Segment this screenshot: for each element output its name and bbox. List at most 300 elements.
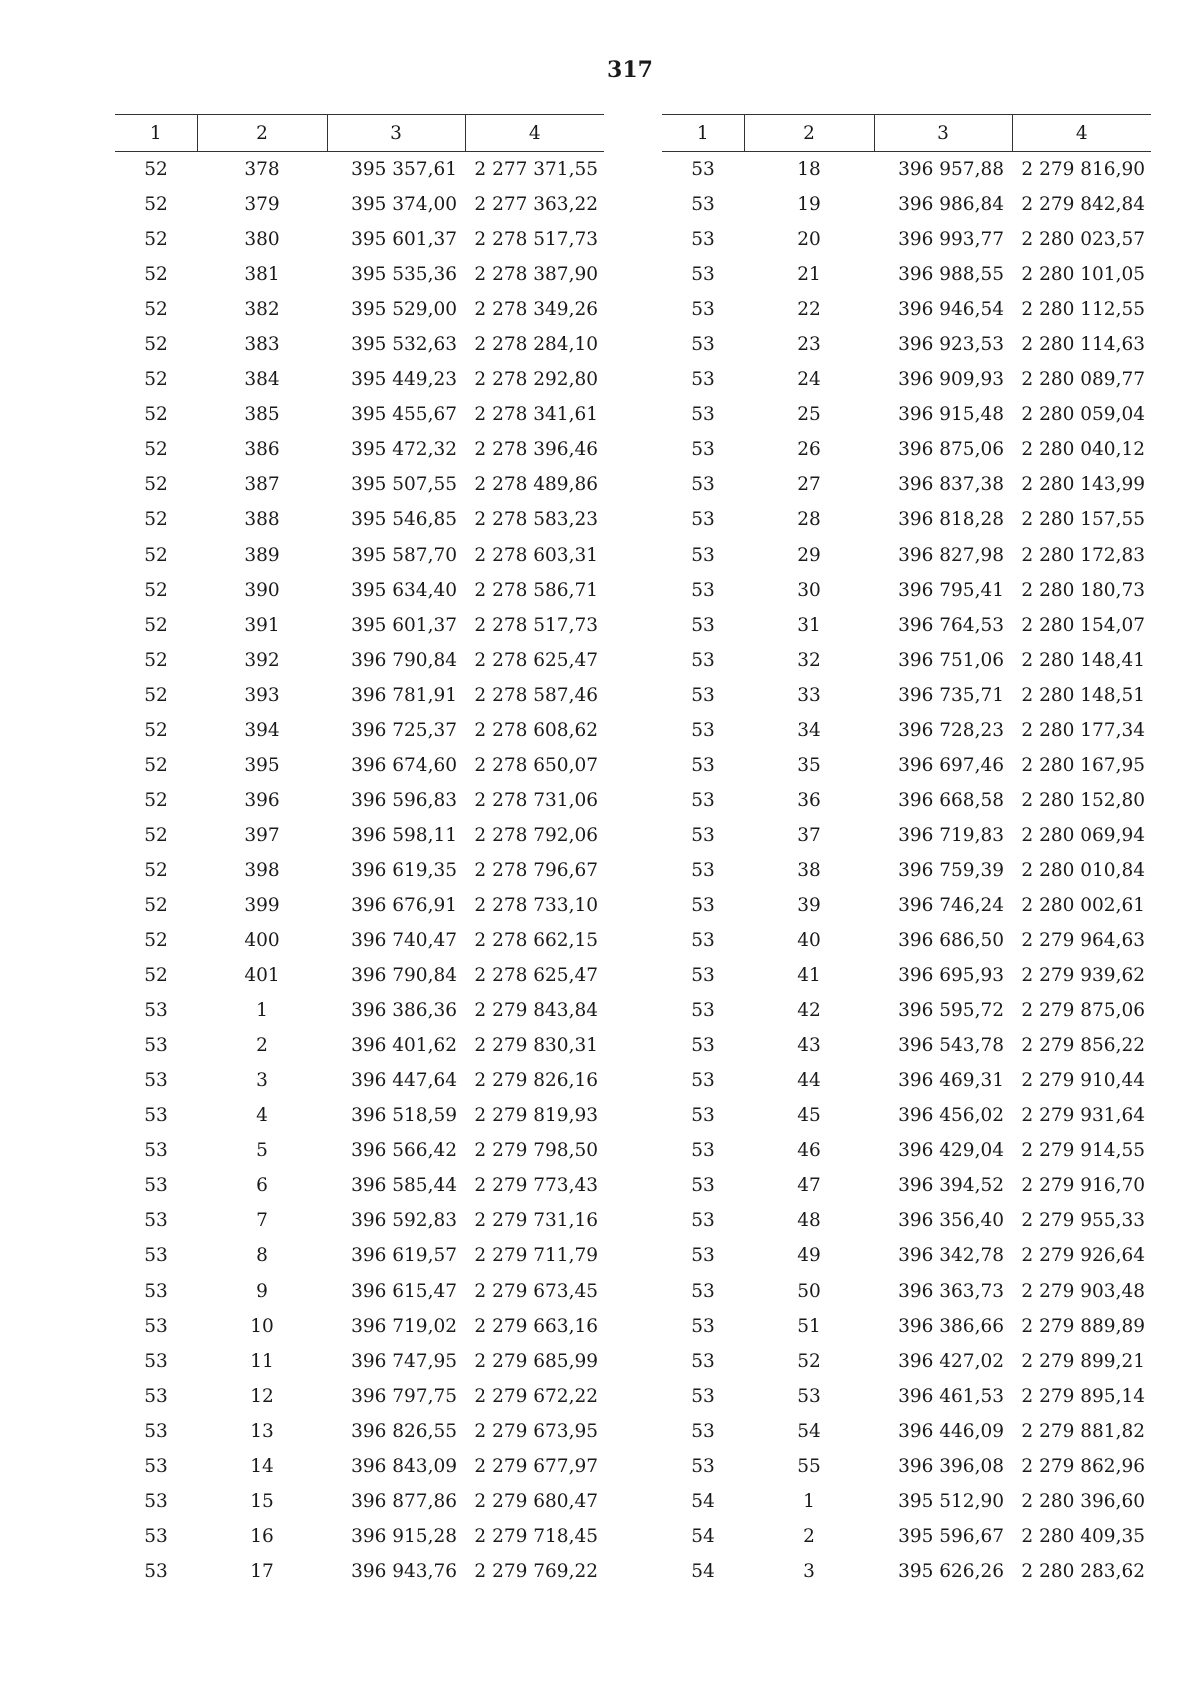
table-row	[662, 993, 1151, 1028]
table-cell-col-4: 2 277 363,22	[474, 194, 598, 216]
table-cell-col-2: 42	[797, 1000, 821, 1022]
table-cell-col-3: 396 566,42	[351, 1140, 457, 1162]
table-cell-col-4: 2 280 283,62	[1021, 1560, 1145, 1582]
table-cell-col-1: 53	[144, 1035, 168, 1057]
table-cell-col-4: 2 279 939,62	[1021, 965, 1145, 987]
table-cell-col-3: 396 596,83	[351, 789, 457, 811]
table-cell-col-2: 33	[797, 684, 821, 706]
table-cell-col-2: 397	[244, 824, 280, 846]
table-row	[662, 713, 1151, 748]
table-row	[115, 1133, 604, 1168]
table-cell-col-2: 46	[797, 1140, 821, 1162]
table-cell-col-1: 53	[691, 859, 715, 881]
table-cell-col-2: 380	[244, 229, 280, 251]
table-cell-col-3: 395 529,00	[351, 299, 457, 321]
table-cell-col-4: 2 279 769,22	[474, 1560, 598, 1582]
table-cell-col-1: 53	[144, 1420, 168, 1442]
table-cell-col-1: 52	[144, 404, 168, 426]
table-cell-col-2: 44	[797, 1070, 821, 1092]
table-cell-col-4: 2 278 603,31	[474, 544, 598, 566]
table-cell-col-1: 52	[144, 895, 168, 916]
table-cell-col-2: 21	[797, 264, 821, 286]
table-cell-col-1: 53	[691, 1210, 715, 1232]
table-row	[662, 397, 1151, 432]
table-cell-col-4: 2 280 180,73	[1021, 579, 1145, 601]
table-cell-col-1: 53	[691, 1070, 715, 1092]
table-cell-col-2: 1	[803, 1490, 815, 1512]
table-cell-col-1: 53	[691, 684, 715, 706]
table-cell-col-3: 396 394,52	[898, 1175, 1004, 1197]
table-row	[662, 923, 1151, 958]
table-cell-col-4: 2 278 349,26	[474, 299, 598, 321]
table-cell-col-3: 396 728,23	[898, 719, 1004, 741]
table-row	[115, 1063, 604, 1098]
table-cell-col-1: 52	[144, 859, 168, 881]
table-cell-col-3: 395 535,36	[351, 264, 457, 286]
table-cell-col-1: 52	[144, 754, 168, 776]
table-row	[115, 1344, 604, 1379]
table-cell-col-2: 17	[250, 1560, 274, 1582]
table-row	[115, 573, 604, 608]
table-cell-col-4: 2 279 914,55	[1021, 1140, 1145, 1162]
table-cell-col-4: 2 279 931,64	[1021, 1105, 1145, 1127]
table-cell-col-1: 53	[691, 299, 715, 321]
table-cell-col-3: 396 875,06	[898, 439, 1004, 461]
table-cell-col-1: 52	[144, 264, 168, 286]
table-row	[662, 1414, 1151, 1449]
table-row	[115, 502, 604, 537]
table-cell-col-2: 20	[797, 229, 821, 251]
table-cell-col-2: 26	[797, 439, 821, 461]
table-cell-col-4: 2 279 875,06	[1021, 1000, 1145, 1022]
table-cell-col-1: 53	[691, 719, 715, 741]
table-cell-col-4: 2 278 650,07	[474, 754, 598, 776]
table-cell-col-1: 53	[691, 1035, 715, 1057]
table-cell-col-3: 396 725,37	[351, 719, 457, 741]
table-cell-col-2: 2	[803, 1525, 815, 1547]
table-cell-col-4: 2 280 059,04	[1021, 404, 1145, 426]
table-cell-col-1: 53	[691, 1000, 715, 1022]
table-cell-col-2: 39	[797, 895, 821, 916]
column-header-4: 4	[465, 115, 604, 152]
table-cell-col-4: 2 279 773,43	[474, 1175, 598, 1197]
table-cell-col-3: 395 634,40	[351, 579, 457, 601]
table-row	[115, 327, 604, 362]
table-row	[115, 713, 604, 748]
table-cell-col-3: 396 386,66	[898, 1315, 1004, 1337]
table-cell-col-3: 395 546,85	[351, 509, 457, 531]
table-cell-col-3: 396 585,44	[351, 1175, 457, 1197]
table-cell-col-1: 52	[144, 439, 168, 461]
table-cell-col-3: 396 988,55	[898, 264, 1004, 286]
table-cell-col-1: 52	[144, 474, 168, 496]
table-cell-col-1: 53	[691, 229, 715, 251]
table-cell-col-4: 2 278 792,06	[474, 824, 598, 846]
table-cell-col-4: 2 280 409,35	[1021, 1525, 1145, 1547]
table-cell-col-1: 53	[691, 789, 715, 811]
table-cell-col-2: 19	[797, 194, 821, 216]
column-header-2: 2	[744, 115, 874, 152]
table-row	[115, 748, 604, 783]
table-cell-col-1: 53	[691, 159, 715, 181]
table-row	[115, 362, 604, 397]
table-cell-col-3: 396 676,91	[351, 895, 457, 916]
table-cell-col-3: 396 735,71	[898, 684, 1004, 706]
table-row	[662, 1168, 1151, 1203]
table-cell-col-3: 396 986,84	[898, 194, 1004, 216]
table-row	[662, 1098, 1151, 1133]
table-cell-col-4: 2 280 069,94	[1021, 824, 1145, 846]
table-cell-col-2: 18	[797, 159, 821, 181]
table-cell-col-4: 2 280 101,05	[1021, 264, 1145, 286]
table-cell-col-2: 389	[244, 544, 280, 566]
table-row	[115, 888, 604, 923]
table-row	[662, 432, 1151, 467]
table-cell-col-1: 53	[144, 1315, 168, 1337]
table-row	[662, 1484, 1151, 1519]
table-cell-col-4: 2 278 284,10	[474, 334, 598, 356]
table-cell-col-2: 399	[244, 895, 280, 916]
table-cell-col-3: 396 790,84	[351, 965, 457, 987]
table-cell-col-1: 53	[691, 1315, 715, 1337]
table-row	[115, 1028, 604, 1063]
table-cell-col-4: 2 279 955,33	[1021, 1210, 1145, 1232]
column-header-4: 4	[1012, 115, 1151, 152]
table-cell-col-4: 2 279 816,90	[1021, 159, 1145, 181]
table-cell-col-4: 2 279 731,16	[474, 1210, 598, 1232]
table-cell-col-1: 53	[691, 895, 715, 916]
table-cell-col-4: 2 280 089,77	[1021, 369, 1145, 391]
table-cell-col-2: 36	[797, 789, 821, 811]
table-cell-col-1: 53	[691, 509, 715, 531]
table-cell-col-2: 53	[797, 1385, 821, 1407]
table-row	[662, 1554, 1151, 1589]
table-cell-col-1: 53	[144, 1525, 168, 1547]
table-cell-col-4: 2 280 148,41	[1021, 649, 1145, 671]
table-cell-col-4: 2 280 177,34	[1021, 719, 1145, 741]
table-cell-col-2: 4	[256, 1105, 268, 1127]
table-row	[662, 1238, 1151, 1273]
table-cell-col-3: 396 993,77	[898, 229, 1004, 251]
table-cell-col-4: 2 280 023,57	[1021, 229, 1145, 251]
table-row	[662, 1133, 1151, 1168]
table-cell-col-3: 396 826,55	[351, 1420, 457, 1442]
table-row	[115, 292, 604, 327]
table-cell-col-4: 2 279 830,31	[474, 1035, 598, 1057]
table-cell-col-1: 52	[144, 334, 168, 356]
table-cell-col-2: 383	[244, 334, 280, 356]
table-row	[115, 783, 604, 818]
table-row	[662, 187, 1151, 222]
table-cell-col-2: 34	[797, 719, 821, 741]
table-row	[662, 748, 1151, 783]
table-cell-col-4: 2 279 718,45	[474, 1525, 598, 1547]
table-cell-col-4: 2 278 733,10	[474, 895, 598, 916]
table-cell-col-3: 395 472,32	[351, 439, 457, 461]
table-cell-col-1: 53	[691, 930, 715, 952]
table-row	[115, 1519, 604, 1554]
table-cell-col-2: 41	[797, 965, 821, 987]
table-cell-col-3: 396 790,84	[351, 649, 457, 671]
table-cell-col-2: 395	[244, 754, 280, 776]
table-cell-col-3: 396 697,46	[898, 754, 1004, 776]
table-cell-col-1: 53	[691, 614, 715, 636]
table-cell-col-1: 53	[691, 439, 715, 461]
table-cell-col-4: 2 278 796,67	[474, 859, 598, 881]
table-cell-col-3: 396 674,60	[351, 754, 457, 776]
table-cell-col-3: 395 374,00	[351, 194, 457, 216]
table-cell-col-2: 25	[797, 404, 821, 426]
table-cell-col-3: 395 626,26	[898, 1560, 1004, 1582]
table-cell-col-2: 385	[244, 404, 280, 426]
table-row	[115, 678, 604, 713]
table-cell-col-2: 8	[256, 1245, 268, 1267]
table-cell-col-3: 396 446,09	[898, 1420, 1004, 1442]
table-cell-col-3: 396 915,48	[898, 404, 1004, 426]
table-cell-col-3: 396 764,53	[898, 614, 1004, 636]
table-cell-col-4: 2 280 010,84	[1021, 859, 1145, 881]
table-cell-col-3: 396 543,78	[898, 1035, 1004, 1057]
table-cell-col-2: 9	[256, 1280, 268, 1302]
table-cell-col-2: 29	[797, 544, 821, 566]
table-cell-col-4: 2 278 662,15	[474, 930, 598, 952]
table-cell-col-1: 53	[691, 1175, 715, 1197]
table-cell-col-1: 52	[144, 544, 168, 566]
table-cell-col-2: 387	[244, 474, 280, 496]
table-cell-col-3: 396 747,95	[351, 1350, 457, 1372]
table-row	[115, 993, 604, 1028]
table-row	[662, 608, 1151, 643]
table-row	[662, 502, 1151, 537]
table-cell-col-1: 54	[691, 1490, 715, 1512]
table-cell-col-1: 53	[144, 1175, 168, 1197]
table-cell-col-3: 396 619,35	[351, 859, 457, 881]
table-cell-col-2: 51	[797, 1315, 821, 1337]
table-cell-col-2: 378	[244, 159, 280, 181]
table-cell-col-1: 53	[144, 1490, 168, 1512]
table-cell-col-2: 32	[797, 649, 821, 671]
table-cell-col-2: 40	[797, 930, 821, 952]
table-cell-col-4: 2 278 625,47	[474, 965, 598, 987]
table-row	[115, 222, 604, 257]
table-cell-col-1: 52	[144, 930, 168, 952]
table-cell-col-2: 394	[244, 719, 280, 741]
table-cell-col-1: 52	[144, 614, 168, 636]
table-cell-col-1: 53	[144, 1455, 168, 1477]
table-cell-col-2: 45	[797, 1105, 821, 1127]
table-cell-col-1: 53	[691, 264, 715, 286]
table-cell-col-4: 2 279 711,79	[474, 1245, 598, 1267]
table-cell-col-3: 396 843,09	[351, 1455, 457, 1477]
table-cell-col-4: 2 280 114,63	[1021, 334, 1145, 356]
table-cell-col-4: 2 280 143,99	[1021, 474, 1145, 496]
table-row	[115, 1203, 604, 1238]
table-cell-col-1: 52	[144, 965, 168, 987]
table-row	[115, 1168, 604, 1203]
table-cell-col-4: 2 280 002,61	[1021, 895, 1145, 916]
table-row	[662, 818, 1151, 853]
table-cell-col-3: 396 615,47	[351, 1280, 457, 1302]
table-cell-col-2: 37	[797, 824, 821, 846]
table-cell-col-1: 52	[144, 579, 168, 601]
table-cell-col-3: 395 596,67	[898, 1525, 1004, 1547]
table-cell-col-2: 23	[797, 334, 821, 356]
table-cell-col-2: 54	[797, 1420, 821, 1442]
table-cell-col-1: 53	[691, 1105, 715, 1127]
table-cell-col-4: 2 280 396,60	[1021, 1490, 1145, 1512]
table-header-row	[115, 115, 604, 152]
table-row	[662, 853, 1151, 888]
table-cell-col-1: 53	[691, 404, 715, 426]
table-cell-col-2: 43	[797, 1035, 821, 1057]
table-cell-col-1: 52	[144, 719, 168, 741]
table-cell-col-1: 52	[144, 159, 168, 181]
table-cell-col-2: 384	[244, 369, 280, 391]
table-cell-col-1: 52	[144, 824, 168, 846]
table-cell-col-2: 31	[797, 614, 821, 636]
table-cell-col-2: 14	[250, 1455, 274, 1477]
table-row	[115, 187, 604, 222]
table-cell-col-1: 53	[144, 1140, 168, 1162]
table-cell-col-4: 2 277 371,55	[474, 159, 598, 181]
table-cell-col-3: 396 518,59	[351, 1105, 457, 1127]
table-cell-col-4: 2 280 040,12	[1021, 439, 1145, 461]
table-row	[662, 257, 1151, 292]
table-cell-col-2: 386	[244, 439, 280, 461]
table-cell-col-1: 53	[691, 1455, 715, 1477]
table-cell-col-2: 393	[244, 684, 280, 706]
table-cell-col-2: 390	[244, 579, 280, 601]
table-row	[115, 1484, 604, 1519]
table-cell-col-4: 2 279 663,16	[474, 1315, 598, 1337]
table-row	[662, 362, 1151, 397]
table-cell-col-2: 52	[797, 1350, 821, 1372]
table-cell-col-3: 396 719,02	[351, 1315, 457, 1337]
table-cell-col-3: 396 909,93	[898, 369, 1004, 391]
table-cell-col-1: 52	[144, 509, 168, 531]
table-cell-col-2: 388	[244, 509, 280, 531]
table-row	[662, 327, 1151, 362]
table-cell-col-3: 396 795,41	[898, 579, 1004, 601]
table-cell-col-2: 396	[244, 789, 280, 811]
table-cell-col-3: 395 357,61	[351, 159, 457, 181]
table-cell-col-4: 2 279 685,99	[474, 1350, 598, 1372]
table-cell-col-3: 396 461,53	[898, 1385, 1004, 1407]
table-row	[662, 888, 1151, 923]
table-cell-col-2: 3	[803, 1560, 815, 1582]
coordinates-table-left	[115, 114, 604, 1589]
table-cell-col-3: 395 532,63	[351, 334, 457, 356]
table-cell-col-4: 2 280 157,55	[1021, 509, 1145, 531]
table-row	[115, 538, 604, 573]
table-cell-col-4: 2 278 341,61	[474, 404, 598, 426]
table-cell-col-3: 396 401,62	[351, 1035, 457, 1057]
table-row	[115, 432, 604, 467]
table-cell-col-1: 53	[144, 1000, 168, 1022]
table-cell-col-2: 13	[250, 1420, 274, 1442]
table-cell-col-3: 396 943,76	[351, 1560, 457, 1582]
table-cell-col-4: 2 279 842,84	[1021, 194, 1145, 216]
table-cell-col-2: 10	[250, 1315, 274, 1337]
table-row	[662, 1028, 1151, 1063]
table-cell-col-3: 396 595,72	[898, 1000, 1004, 1022]
column-header-2: 2	[197, 115, 327, 152]
column-header-1: 1	[662, 115, 744, 152]
table-cell-col-1: 54	[691, 1525, 715, 1547]
table-cell-col-2: 3	[256, 1070, 268, 1092]
table-cell-col-1: 53	[691, 474, 715, 496]
table-cell-col-4: 2 278 517,73	[474, 614, 598, 636]
table-cell-col-2: 11	[250, 1350, 274, 1372]
table-cell-col-4: 2 278 489,86	[474, 474, 598, 496]
table-cell-col-3: 395 601,37	[351, 614, 457, 636]
table-cell-col-3: 395 512,90	[898, 1490, 1004, 1512]
table-cell-col-4: 2 278 292,80	[474, 369, 598, 391]
table-cell-col-1: 53	[144, 1210, 168, 1232]
table-cell-col-2: 15	[250, 1490, 274, 1512]
table-row	[662, 958, 1151, 993]
table-cell-col-2: 27	[797, 474, 821, 496]
table-row	[662, 1379, 1151, 1414]
table-cell-col-4: 2 279 926,64	[1021, 1245, 1145, 1267]
table-row	[115, 608, 604, 643]
table-cell-col-2: 30	[797, 579, 821, 601]
table-cell-col-2: 35	[797, 754, 821, 776]
table-cell-col-3: 396 751,06	[898, 649, 1004, 671]
table-cell-col-4: 2 279 903,48	[1021, 1280, 1145, 1302]
table-cell-col-4: 2 279 819,93	[474, 1105, 598, 1127]
table-cell-col-1: 52	[144, 684, 168, 706]
table-cell-col-4: 2 278 587,46	[474, 684, 598, 706]
table-cell-col-2: 47	[797, 1175, 821, 1197]
table-cell-col-4: 2 278 387,90	[474, 264, 598, 286]
table-cell-col-4: 2 280 167,95	[1021, 754, 1145, 776]
table-cell-col-4: 2 279 881,82	[1021, 1420, 1145, 1442]
table-cell-col-4: 2 279 889,89	[1021, 1315, 1145, 1337]
table-cell-col-2: 400	[244, 930, 280, 952]
table-cell-col-1: 54	[691, 1560, 715, 1582]
table-row	[115, 643, 604, 678]
table-cell-col-3: 396 363,73	[898, 1280, 1004, 1302]
table-cell-col-3: 396 740,47	[351, 930, 457, 952]
table-row	[662, 643, 1151, 678]
table-row	[662, 1309, 1151, 1344]
table-row	[662, 1344, 1151, 1379]
table-cell-col-2: 24	[797, 369, 821, 391]
table-cell-col-2: 391	[244, 614, 280, 636]
table-cell-col-2: 398	[244, 859, 280, 881]
table-cell-col-2: 12	[250, 1385, 274, 1407]
table-cell-col-2: 382	[244, 299, 280, 321]
table-cell-col-3: 396 686,50	[898, 930, 1004, 952]
table-row	[662, 292, 1151, 327]
table-cell-col-3: 396 957,88	[898, 159, 1004, 181]
table-row	[115, 923, 604, 958]
table-row	[662, 783, 1151, 818]
table-cell-col-4: 2 279 916,70	[1021, 1175, 1145, 1197]
table-row	[115, 853, 604, 888]
table-cell-col-1: 53	[144, 1070, 168, 1092]
table-cell-col-2: 2	[256, 1035, 268, 1057]
table-row	[115, 818, 604, 853]
table-row	[115, 1309, 604, 1344]
table-cell-col-4: 2 278 625,47	[474, 649, 598, 671]
table-cell-col-2: 1	[256, 1000, 268, 1022]
table-cell-col-3: 396 469,31	[898, 1070, 1004, 1092]
table-row	[662, 1274, 1151, 1309]
table-cell-col-4: 2 279 862,96	[1021, 1455, 1145, 1477]
table-row	[115, 958, 604, 993]
